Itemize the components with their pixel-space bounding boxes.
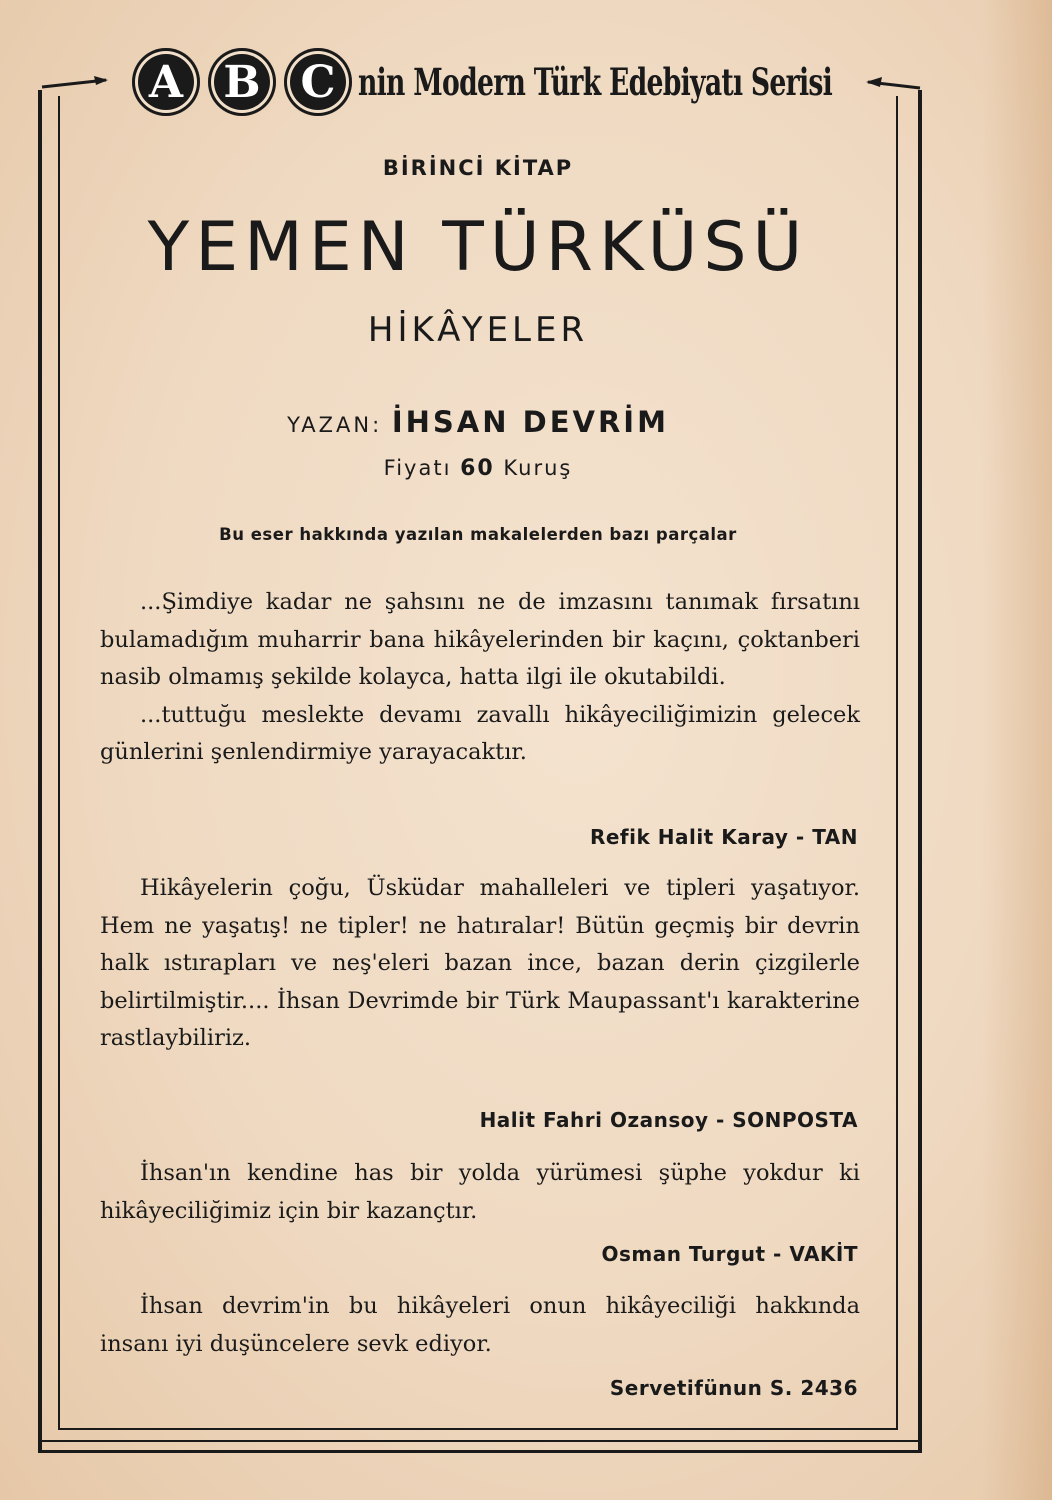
price-label: Fiyatı <box>383 456 452 480</box>
badge-a: A <box>132 48 200 116</box>
review-1-signature: Refik Halit Karay - TAN <box>589 825 858 849</box>
review-4-text <box>100 1288 860 1363</box>
price-unit: Kuruş <box>503 456 573 480</box>
price-line <box>38 456 918 481</box>
frame-bottom-rule <box>38 1440 918 1442</box>
review-3-paragraph-1: İhsan'ın kendine has bir yolda yürümesi şüphe yokdur ki hikâyeciliğimiz için bir kazançtır. <box>100 1160 860 1224</box>
volume-label: BİRİNCİ KİTAP <box>382 156 574 180</box>
review-2-signature: Halit Fahri Ozansoy - SONPOSTA <box>479 1108 858 1132</box>
author-name: İHSAN DEVRİM <box>391 405 669 439</box>
review-1-paragraph-1: ...Şimdiye kadar ne şahsını ne de imzasını tanımak fırsatını bulamadığım muharrir bana hikâyelerinden bir kaçını, çoktanberi nasib olmamış şekilde kolayca, hatta ilgi ile okutabildi. <box>100 589 860 690</box>
book-subtitle: HİKÂYELER <box>367 310 589 350</box>
book-title: YEMEN TÜRKÜSÜ <box>147 208 809 287</box>
page-stain <box>982 0 1052 1500</box>
author-label: YAZAN: <box>287 413 383 437</box>
badge-c: C <box>284 48 352 116</box>
review-2-text <box>100 870 860 1058</box>
series-header <box>132 42 1016 122</box>
price-value: 60 <box>460 456 495 481</box>
arrow-left-ornament <box>38 76 108 90</box>
review-4-signature: Servetifünun S. 2436 <box>609 1376 858 1400</box>
series-title: nin Modern Türk Edebiyatı Serisi <box>358 60 833 104</box>
review-4-paragraph-1: İhsan devrim'in bu hikâyeleri onun hikâyeciliği hakkında insanı iyi duşüncelere sevk ediyor. <box>100 1293 860 1357</box>
review-2-paragraph-1: Hikâyelerin çoğu, Üsküdar mahalleleri ve tipleri yaşatıyor. Hem ne yaşatış! ne tipler! ne hatıralar! Bütün geçmiş bir devrin halk ıstırapları ve neş'eleri bazan ince, bazan derin çizgilerle belirtilmiştir.... İhsan Devrimde bir Türk Maupassant'ı karakterine rastlaybiliriz. <box>100 875 860 1051</box>
author-line <box>38 405 918 439</box>
reviews-intro: Bu eser hakkında yazılan makalelerden bazı parçalar <box>219 525 737 544</box>
review-3-text <box>100 1155 860 1230</box>
review-1-text <box>100 584 860 772</box>
review-1-paragraph-2: ...tuttuğu meslekte devamı zavallı hikâyeciliğimizin gelecek günlerini şenlendirmiye yarayacaktır. <box>100 701 860 765</box>
badge-b: B <box>208 48 276 116</box>
review-3-signature: Osman Turgut - VAKİT <box>601 1242 858 1266</box>
